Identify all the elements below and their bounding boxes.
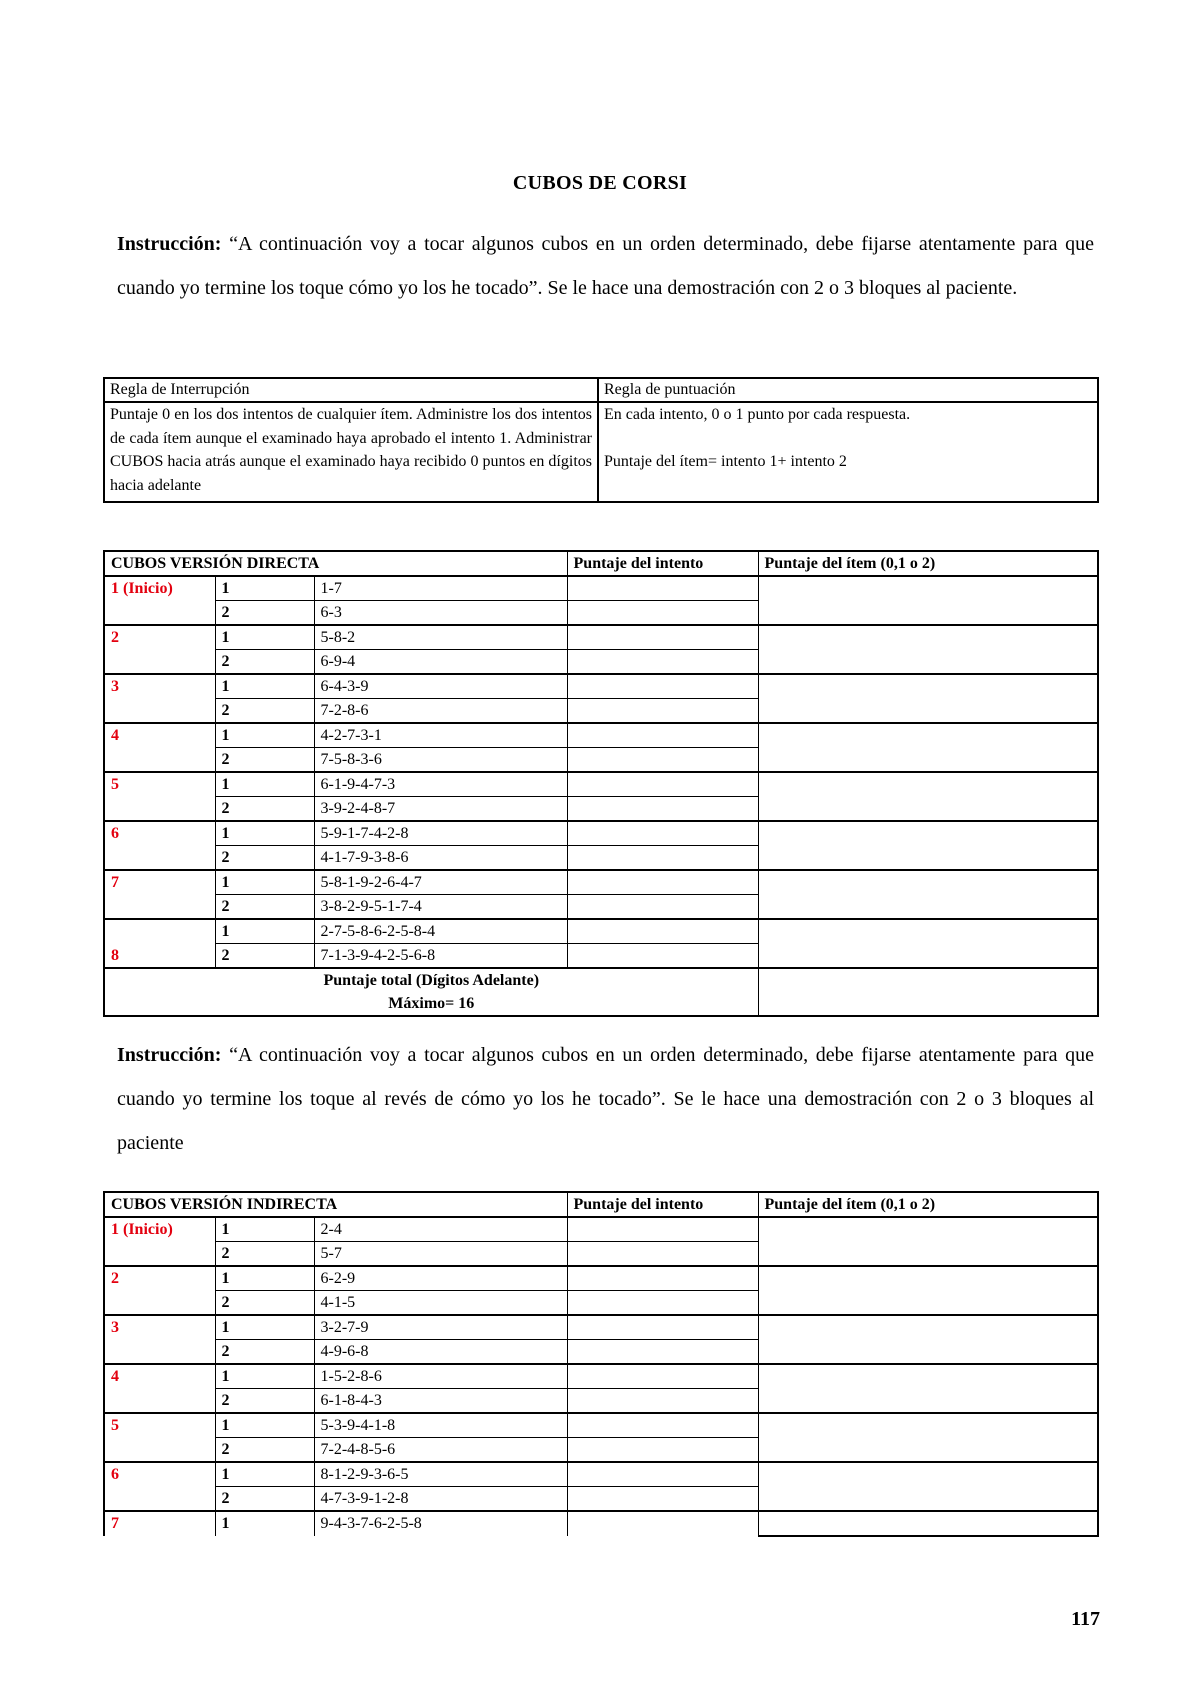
item-score-cell[interactable] (758, 625, 1098, 674)
cube-sequence: 4-1-5 (314, 1291, 567, 1316)
trial-score-cell[interactable] (567, 1462, 758, 1487)
item-label: 1 (Inicio) (104, 576, 215, 601)
item-score-cell[interactable] (758, 576, 1098, 625)
trial-score-cell[interactable] (567, 821, 758, 846)
cube-sequence: 1-7 (314, 576, 567, 601)
cube-sequence: 2-4 (314, 1217, 567, 1242)
item-label (104, 748, 215, 773)
cube-sequence: 7-2-8-6 (314, 699, 567, 724)
trial-score-cell[interactable] (567, 1217, 758, 1242)
cube-sequence: 3-9-2-4-8-7 (314, 797, 567, 822)
instruction-direct (117, 222, 1094, 310)
trial-number: 1 (215, 821, 314, 846)
scoring-rule-text (598, 402, 1098, 502)
item-score-cell[interactable] (758, 1462, 1098, 1511)
table-row (104, 625, 1098, 650)
table-row (104, 870, 1098, 895)
table-row (104, 1413, 1098, 1438)
trial-score-cell[interactable] (567, 748, 758, 773)
page-number: 117 (1071, 1608, 1100, 1630)
trial-score-header: Puntaje del intento (567, 551, 758, 576)
trial-score-cell[interactable] (567, 870, 758, 895)
item-label: 5 (104, 1413, 215, 1438)
item-score-cell[interactable] (758, 1364, 1098, 1413)
item-label (104, 1389, 215, 1414)
item-score-cell[interactable] (758, 1511, 1098, 1536)
trial-number: 2 (215, 846, 314, 871)
item-label (104, 699, 215, 724)
item-label (104, 846, 215, 871)
item-label: 7 (104, 870, 215, 895)
trial-number: 2 (215, 650, 314, 675)
trial-score-cell[interactable] (567, 601, 758, 626)
instruction-label: Instrucción: (117, 1044, 222, 1066)
cube-sequence: 4-2-7-3-1 (314, 723, 567, 748)
cube-sequence: 6-9-4 (314, 650, 567, 675)
total-label (104, 968, 758, 1016)
total-row (104, 968, 1098, 1016)
trial-score-cell[interactable] (567, 1291, 758, 1316)
table-row (104, 821, 1098, 846)
item-label: 7 (104, 1511, 215, 1536)
trial-score-cell[interactable] (567, 1487, 758, 1512)
table-row (104, 772, 1098, 797)
trial-number: 2 (215, 1340, 314, 1365)
cube-sequence: 5-7 (314, 1242, 567, 1267)
cube-sequence: 4-7-3-9-1-2-8 (314, 1487, 567, 1512)
item-score-cell[interactable] (758, 1266, 1098, 1315)
item-label: 3 (104, 674, 215, 699)
table-row (104, 1511, 1098, 1536)
trial-number: 1 (215, 772, 314, 797)
table-row (104, 1266, 1098, 1291)
item-label (104, 919, 215, 944)
table-row (104, 576, 1098, 601)
item-label (104, 895, 215, 920)
trial-score-cell[interactable] (567, 1511, 758, 1536)
cube-sequence: 7-2-4-8-5-6 (314, 1438, 567, 1463)
item-label (104, 1487, 215, 1512)
trial-number: 2 (215, 748, 314, 773)
trial-score-cell[interactable] (567, 1389, 758, 1414)
cube-sequence: 5-8-2 (314, 625, 567, 650)
trial-number: 2 (215, 699, 314, 724)
item-score-cell[interactable] (758, 1413, 1098, 1462)
trial-number: 1 (215, 919, 314, 944)
item-label (104, 1242, 215, 1267)
cube-sequence: 1-5-2-8-6 (314, 1364, 567, 1389)
interruption-rule-text: Puntaje 0 en los dos intentos de cualquier ítem. Administre los dos intentos de cada ítem aunque el examinado haya aprobado el intento 1. Administrar CUBOS hacia atrás aunque el examinado haya recibido 0 puntos en dígitos hacia adelante (104, 402, 598, 502)
item-score-cell[interactable] (758, 1217, 1098, 1266)
total-max-line: Máximo= 16 (388, 995, 475, 1012)
item-score-header: Puntaje del ítem (0,1 o 2) (758, 1192, 1098, 1217)
instruction-label: Instrucción: (117, 233, 222, 255)
cube-sequence: 3-8-2-9-5-1-7-4 (314, 895, 567, 920)
item-label (104, 1291, 215, 1316)
trial-number: 2 (215, 797, 314, 822)
cube-sequence: 6-1-9-4-7-3 (314, 772, 567, 797)
trial-number: 1 (215, 1315, 314, 1340)
trial-number: 2 (215, 601, 314, 626)
cube-sequence: 8-1-2-9-3-6-5 (314, 1462, 567, 1487)
scoring-rule-line: En cada intento, 0 o 1 punto por cada respuesta. (604, 406, 911, 423)
item-label: 5 (104, 772, 215, 797)
table-row (104, 674, 1098, 699)
trial-score-cell[interactable] (567, 1413, 758, 1438)
trial-score-cell[interactable] (567, 1438, 758, 1463)
trial-number: 2 (215, 1291, 314, 1316)
trial-score-cell[interactable] (567, 846, 758, 871)
cube-sequence: 3-2-7-9 (314, 1315, 567, 1340)
item-label: 2 (104, 625, 215, 650)
item-score-cell[interactable] (758, 772, 1098, 821)
cube-sequence: 6-3 (314, 601, 567, 626)
trial-number: 1 (215, 723, 314, 748)
cube-sequence: 9-4-3-7-6-2-5-8 (314, 1511, 567, 1536)
cube-sequence: 7-1-3-9-4-2-5-6-8 (314, 944, 567, 969)
cube-sequence: 6-1-8-4-3 (314, 1389, 567, 1414)
trial-score-cell[interactable] (567, 797, 758, 822)
item-label (104, 601, 215, 626)
trial-number: 1 (215, 1364, 314, 1389)
table-row (104, 1315, 1098, 1340)
total-label-line: Puntaje total (Dígitos Adelante) (323, 972, 540, 989)
trial-number: 1 (215, 1511, 314, 1536)
direct-header: CUBOS VERSIÓN DIRECTA (104, 551, 567, 576)
table-row (104, 723, 1098, 748)
direct-version-table (103, 550, 1099, 1017)
trial-number: 2 (215, 1438, 314, 1463)
trial-number: 1 (215, 576, 314, 601)
trial-score-cell[interactable] (567, 919, 758, 944)
item-score-header: Puntaje del ítem (0,1 o 2) (758, 551, 1098, 576)
trial-score-cell[interactable] (567, 944, 758, 969)
interruption-rule-header: Regla de Interrupción (104, 378, 598, 402)
cube-sequence: 4-1-7-9-3-8-6 (314, 846, 567, 871)
trial-score-cell[interactable] (567, 625, 758, 650)
trial-score-cell[interactable] (567, 1242, 758, 1267)
cube-sequence: 5-9-1-7-4-2-8 (314, 821, 567, 846)
cube-sequence: 6-2-9 (314, 1266, 567, 1291)
trial-score-cell[interactable] (567, 650, 758, 675)
trial-score-cell[interactable] (567, 723, 758, 748)
item-label: 1 (Inicio) (104, 1217, 215, 1242)
trial-number: 1 (215, 870, 314, 895)
item-label (104, 650, 215, 675)
item-score-cell[interactable] (758, 870, 1098, 919)
trial-score-cell[interactable] (567, 674, 758, 699)
scoring-rule-line: Puntaje del ítem= intento 1+ intento 2 (604, 453, 847, 470)
cube-sequence: 5-8-1-9-2-6-4-7 (314, 870, 567, 895)
item-label: 2 (104, 1266, 215, 1291)
indirect-header: CUBOS VERSIÓN INDIRECTA (104, 1192, 567, 1217)
table-row (104, 1217, 1098, 1242)
trial-number: 2 (215, 1487, 314, 1512)
trial-number: 1 (215, 674, 314, 699)
trial-number: 1 (215, 625, 314, 650)
item-score-cell[interactable] (758, 723, 1098, 772)
item-label (104, 1340, 215, 1365)
item-score-cell[interactable] (758, 821, 1098, 870)
cube-sequence: 2-7-5-8-6-2-5-8-4 (314, 919, 567, 944)
table-row (104, 1462, 1098, 1487)
rules-table (103, 377, 1099, 503)
item-label: 8 (104, 944, 215, 969)
trial-number: 1 (215, 1462, 314, 1487)
item-score-cell[interactable] (758, 674, 1098, 723)
trial-score-cell[interactable] (567, 1315, 758, 1340)
trial-number: 1 (215, 1217, 314, 1242)
item-score-cell[interactable] (758, 919, 1098, 968)
item-label (104, 797, 215, 822)
trial-score-header: Puntaje del intento (567, 1192, 758, 1217)
item-label: 6 (104, 821, 215, 846)
total-score-cell[interactable] (758, 968, 1098, 1016)
trial-number: 1 (215, 1266, 314, 1291)
trial-number: 1 (215, 1413, 314, 1438)
item-label (104, 1438, 215, 1463)
scoring-rule-header: Regla de puntuación (598, 378, 1098, 402)
trial-score-cell[interactable] (567, 576, 758, 601)
instruction-text: “A continuación voy a tocar algunos cubos en un orden determinado, debe fijarse atentamente para que cuando yo termine los toque al revés de cómo yo los he tocado”. Se le hace una demostración con 2 o 3 bloques al paciente (117, 1044, 1095, 1154)
item-label: 4 (104, 1364, 215, 1389)
instruction-text: “A continuación voy a tocar algunos cubos en un orden determinado, debe fijarse atentamente para que cuando yo termine los toque cómo yo los he tocado”. Se le hace una demostración con 2 o 3 bloques al paciente. (117, 233, 1095, 299)
trial-number: 2 (215, 895, 314, 920)
cube-sequence: 4-9-6-8 (314, 1340, 567, 1365)
instruction-indirect (117, 1033, 1094, 1165)
trial-score-cell[interactable] (567, 1266, 758, 1291)
trial-number: 2 (215, 1389, 314, 1414)
cube-sequence: 6-4-3-9 (314, 674, 567, 699)
item-label: 4 (104, 723, 215, 748)
item-label: 6 (104, 1462, 215, 1487)
trial-number: 2 (215, 1242, 314, 1267)
item-label: 3 (104, 1315, 215, 1340)
page-title: CUBOS DE CORSI (512, 172, 688, 194)
table-row (104, 1364, 1098, 1389)
indirect-version-table (103, 1191, 1099, 1537)
trial-score-cell[interactable] (567, 1340, 758, 1365)
trial-score-cell[interactable] (567, 895, 758, 920)
trial-score-cell[interactable] (567, 772, 758, 797)
cube-sequence: 5-3-9-4-1-8 (314, 1413, 567, 1438)
table-row (104, 919, 1098, 944)
trial-score-cell[interactable] (567, 1364, 758, 1389)
trial-number: 2 (215, 944, 314, 969)
trial-score-cell[interactable] (567, 699, 758, 724)
cube-sequence: 7-5-8-3-6 (314, 748, 567, 773)
item-score-cell[interactable] (758, 1315, 1098, 1364)
